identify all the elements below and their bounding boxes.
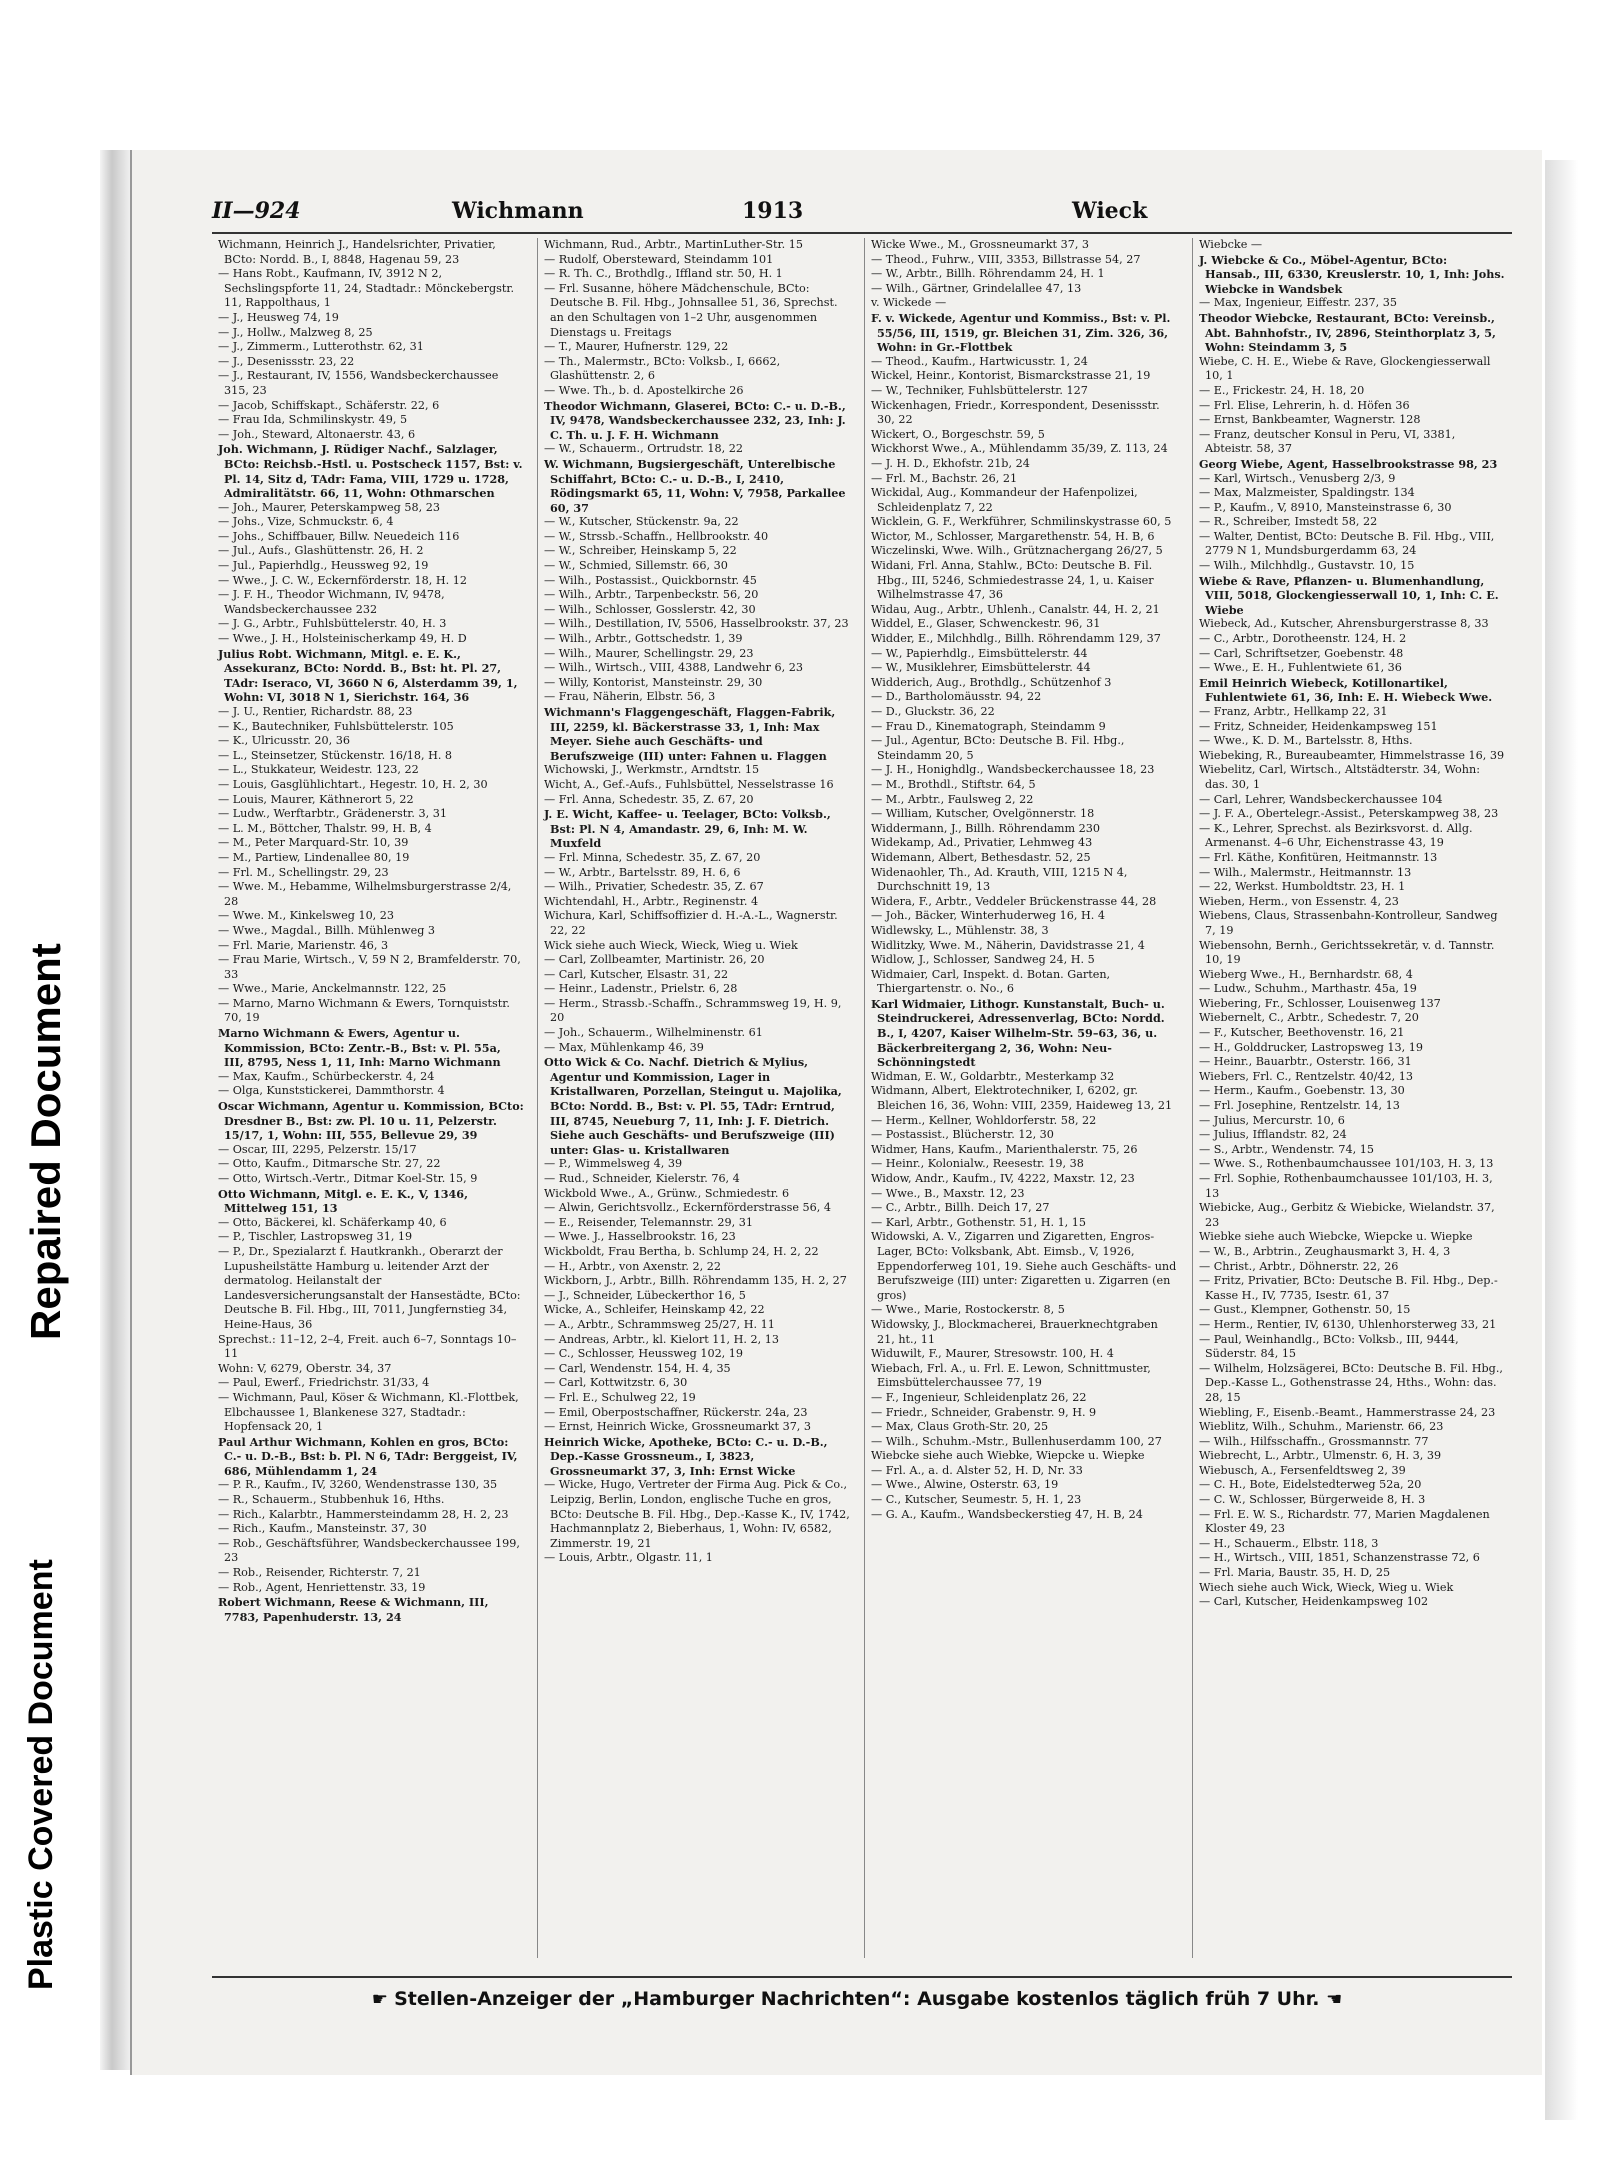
- directory-entry: Emil Heinrich Wiebeck, Kotillonartikel, Fuhlentwiete 61, 36, Inh: E. H. Wiebeck Wwe.: [1199, 675, 1493, 705]
- directory-entry: — Frl. Josephine, Rentzelstr. 14, 13: [1199, 1099, 1400, 1113]
- footer-rule: [212, 1976, 1512, 1978]
- directory-entry: — Wilh., Schuhm.-Mstr., Bullenhuserdamm 100, 27: [871, 1434, 1162, 1448]
- directory-entry: Wickhorst Wwe., A., Mühlendamm 35/39, Z. 113, 24: [871, 442, 1168, 456]
- directory-entry: — C., Schlosser, Heussweg 102, 19: [544, 1347, 744, 1361]
- directory-entry: Widlewsky, L., Mühlenstr. 38, 3: [871, 923, 1049, 937]
- directory-entry: — Max, Ingenieur, Eiffestr. 237, 35: [1199, 296, 1398, 310]
- directory-entry: Wiebering, Fr., Schlosser, Louisenweg 137: [1199, 996, 1441, 1010]
- repaired-document-label: Repaired Document: [22, 943, 69, 1340]
- directory-entry: — Carl, Kottwitzstr. 6, 30: [544, 1376, 688, 1390]
- directory-entry: — P. R., Kaufm., IV, 3260, Wendenstrasse 130, 35: [218, 1478, 498, 1492]
- directory-entry: — C., Arbtr., Dorotheenstr. 124, H. 2: [1199, 632, 1407, 646]
- side-labels: [0, 0, 110, 2177]
- directory-entry: Wiebke siehe auch Wiebcke, Wiepcke u. Wiepke: [1199, 1230, 1473, 1244]
- directory-entry: — Joh., Maurer, Peterskampweg 58, 23: [218, 500, 440, 514]
- directory-entry: — Hans Robt., Kaufmann, IV, 3912 N 2, Sechslingspforte 11, 24, Stadtadr.: Mönckebergstr. 11, Rappolthaus, 1: [218, 267, 515, 310]
- page-number: II—924: [212, 198, 301, 224]
- directory-entry: Wickel, Heinr., Kontorist, Bismarckstrasse 21, 19: [871, 369, 1151, 383]
- directory-entry: Joh. Wichmann, J. Rüdiger Nachf., Salzlager, BCto: Reichsb.-Hstl. u. Postscheck 1157, Bst: v. Pl. 14, Sitz d, TAdr: Fama, VIII, 1729 u. 1728, Admiralitätstr. 66, 11, Wohn: Othmarschen: [218, 442, 523, 501]
- directory-entry: Wicke Wwe., M., Grossneumarkt 37, 3: [871, 238, 1090, 251]
- directory-entry: Theodor Wichmann, Glaserei, BCto: C.- u. D.-B., IV, 9478, Wandsbeckerchaussee 232, 23, Inh: J. C. Th. u. J. F. H. Wichmann: [544, 398, 846, 442]
- directory-entry: — Frau D., Kinematograph, Steindamm 9: [871, 719, 1106, 733]
- directory-entry: — M., Arbtr., Faulsweg 2, 22: [871, 792, 1034, 806]
- directory-columns: [212, 238, 1522, 1958]
- directory-entry: — R., Schreiber, Imstedt 58, 22: [1199, 515, 1378, 529]
- directory-entry: — Jul., Aufs., Glashüttenstr. 26, H. 2: [218, 544, 424, 558]
- column-1: [212, 238, 528, 1958]
- directory-entry: — Frl. Käthe, Konfitüren, Heitmannstr. 13: [1199, 850, 1438, 864]
- directory-entry: — M., Peter Marquard-Str. 10, 39: [218, 836, 409, 850]
- directory-entry: — C., Arbtr., Billh. Deich 17, 27: [871, 1201, 1050, 1215]
- directory-entry: Wiebers, Frl. C., Rentzelstr. 40/42, 13: [1199, 1069, 1414, 1083]
- directory-entry: Widau, Aug., Arbtr., Uhlenh., Canalstr. 44, H. 2, 21: [871, 602, 1160, 616]
- directory-entry: — J., Desenissstr. 23, 22: [218, 354, 355, 368]
- directory-entry: Wicke, A., Schleifer, Heinskamp 42, 22: [544, 1303, 765, 1317]
- directory-entry: — Ernst, Heinrich Wicke, Grossneumarkt 37, 3: [544, 1420, 812, 1434]
- directory-entry: — Max, Kaufm., Schürbeckerstr. 4, 24: [218, 1069, 435, 1083]
- plastic-covered-label: Plastic Covered Document: [22, 1559, 60, 1990]
- directory-entry: — Theod., Kaufm., Hartwicusstr. 1, 24: [871, 354, 1088, 368]
- directory-entry: — Wwe., K. D. M., Bartelsstr. 8, Hths.: [1199, 734, 1413, 748]
- directory-entry: — Frau Marie, Wirtsch., V, 59 N 2, Bramfelderstr. 70, 33: [218, 953, 521, 981]
- directory-entry: — Karl, Wirtsch., Venusberg 2/3, 9: [1199, 471, 1396, 485]
- directory-entry: — Frl. Sophie, Rothenbaumchaussee 101/103, H. 3, 13: [1199, 1172, 1493, 1200]
- directory-entry: Widowski, A. V., Zigarren und Zigaretten, Engros-Lager, BCto: Volksbank, Abt. Eimsb., V, 1926, Eppendorferweg 101, 19. Siehe auch Geschäfts- und Berufszweige (III) unter: Zigaretten u. Zigarren (en gros): [871, 1230, 1177, 1302]
- directory-entry: — C., Kutscher, Seumestr. 5, H. 1, 23: [871, 1493, 1082, 1507]
- directory-entry: — Carl, Kutscher, Elsastr. 31, 22: [544, 967, 729, 981]
- directory-entry: — P., Dr., Spezialarzt f. Hautkrankh., Oberarzt der Lupusheilstätte Hamburg u. leitender Arzt der dermatolog. Heilanstalt der Landesversicherungsanstalt der Hansestädte, BCto: Deutsche B. Fil. Hbg., III, 7011, Jungfernstieg 34, Heine-Haus, 36: [218, 1244, 521, 1331]
- directory-entry: Widenaohler, Th., Ad. Krauth, VIII, 1215 N 4, Durchschnitt 19, 13: [871, 865, 1128, 894]
- directory-entry: — T., Maurer, Hufnerstr. 129, 22: [544, 340, 729, 354]
- directory-entry: — Gust., Klempner, Gothenstr. 50, 15: [1199, 1303, 1411, 1317]
- directory-entry: J. Wiebcke & Co., Möbel-Agentur, BCto: Hansab., III, 6330, Kreuslerstr. 10, 1, Inh: Johs. Wiebcke in Wandsbek: [1199, 252, 1505, 296]
- directory-entry: — D., Bartholomäusstr. 94, 22: [871, 690, 1042, 704]
- directory-entry: — J. F. A., Obertelegr.-Assist., Peterskampweg 38, 23: [1199, 807, 1499, 821]
- directory-entry: — Jacob, Schiffskapt., Schäferstr. 22, 6: [218, 398, 440, 412]
- directory-entry: — Rud., Schneider, Kielerstr. 76, 4: [544, 1172, 740, 1185]
- directory-entry: — Herm., Rentier, IV, 6130, Uhlenhorsterweg 33, 21: [1199, 1317, 1497, 1331]
- directory-entry: — W., Musiklehrer, Eimsbüttelerstr. 44: [871, 661, 1091, 675]
- directory-entry: — Julius, Mercurstr. 10, 6: [1199, 1113, 1345, 1127]
- directory-entry: — C. H., Bote, Eidelstedterweg 52a, 20: [1199, 1478, 1422, 1492]
- directory-entry: — Julius, Ifflandstr. 82, 24: [1199, 1128, 1347, 1142]
- directory-entry: — Joh., Bäcker, Winterhuderweg 16, H. 4: [871, 909, 1105, 923]
- directory-entry: Widemann, Albert, Bethesdastr. 52, 25: [871, 850, 1091, 864]
- directory-entry: Georg Wiebe, Agent, Hasselbrookstrasse 98, 23: [1199, 456, 1498, 471]
- directory-entry: — Wilh., Malermstr., Heitmannstr. 13: [1199, 865, 1412, 879]
- directory-entry: — Frau, Näherin, Elbstr. 56, 3: [544, 690, 716, 704]
- directory-entry: Widow, Andr., Kaufm., IV, 4222, Maxstr. 12, 23: [871, 1172, 1135, 1185]
- directory-entry: Wiebensohn, Bernh., Gerichtssekretär, v. d. Tannstr. 10, 19: [1199, 938, 1495, 967]
- directory-entry: Wiebeking, R., Bureaubeamter, Himmelstrasse 16, 39: [1199, 748, 1505, 762]
- directory-entry: — Fritz, Schneider, Heidenkampsweg 151: [1199, 719, 1438, 733]
- directory-entry: Wicht, A., Gef.-Aufs., Fuhlsbüttel, Nesselstrasse 16: [544, 777, 834, 791]
- directory-entry: — W., Papierhdlg., Eimsbüttelerstr. 44: [871, 646, 1088, 660]
- directory-entry: Widman, E. W., Goldarbtr., Mesterkamp 32: [871, 1069, 1115, 1083]
- column-3: [864, 238, 1181, 1958]
- directory-entry: — Max, Mühlenkamp 46, 39: [544, 1040, 704, 1054]
- directory-entry: W. Wichmann, Bugsiergeschäft, Unterelbische Schiffahrt, BCto: C.- u. D.-B., I, 2410, Rödingsmarkt 65, 11, Wohn: V, 7958, Parkallee 60, 37: [544, 456, 846, 515]
- directory-entry: — Theod., Fuhrw., VIII, 3353, Billstrasse 54, 27: [871, 252, 1141, 266]
- directory-entry: Wiech siehe auch Wick, Wieck, Wieg u. Wiek: [1199, 1580, 1454, 1594]
- directory-entry: — Frl. E., Schulweg 22, 19: [544, 1390, 696, 1404]
- directory-entry: — Johs., Schiffbauer, Billw. Neuedeich 116: [218, 529, 460, 543]
- directory-entry: — Franz, Arbtr., Hellkamp 22, 31: [1199, 705, 1388, 718]
- directory-entry: Widder, E., Milchhdlg., Billh. Röhrendamm 129, 37: [871, 632, 1161, 646]
- directory-entry: — Wwe., Marie, Anckelmannstr. 122, 25: [218, 982, 447, 996]
- directory-entry: — Frl. Marie, Marienstr. 46, 3: [218, 938, 389, 952]
- directory-entry: Widowsky, J., Blockmacherei, Brauerknechtgraben 21, ht., 11: [871, 1317, 1158, 1346]
- directory-entry: Wiebusch, A., Fersenfeldtsweg 2, 39: [1199, 1463, 1406, 1477]
- directory-entry: — Carl, Schriftsetzer, Goebenstr. 48: [1199, 646, 1404, 660]
- directory-entry: — L. M., Böttcher, Thalstr. 99, H. B, 4: [218, 821, 432, 835]
- directory-entry: — E., Reisender, Telemannstr. 29, 31: [544, 1215, 753, 1229]
- directory-entry: — Carl, Lehrer, Wandsbeckerchaussee 104: [1199, 792, 1443, 806]
- directory-entry: — Wilh., Arbtr., Gottschedstr. 1, 39: [544, 632, 743, 646]
- directory-entry: — S., Arbtr., Wendenstr. 74, 15: [1199, 1142, 1374, 1156]
- directory-entry: Widdel, E., Glaser, Schwenckestr. 96, 31: [871, 617, 1101, 631]
- directory-entry: Widderich, Aug., Brothdlg., Schützenhof 3: [871, 675, 1112, 689]
- directory-entry: — M., Brothdl., Stiftstr. 64, 5: [871, 777, 1036, 791]
- directory-entry: Widmer, Hans, Kaufm., Marienthalerstr. 75, 26: [871, 1142, 1138, 1156]
- header-year: 1913: [742, 198, 804, 224]
- directory-entry: — Wilh., Postassist., Quickbornstr. 45: [544, 573, 757, 587]
- directory-entry: Heinrich Wicke, Apotheke, BCto: C.- u. D.-B., Dep.-Kasse Grossneum., I, 3823, Grossneumarkt 37, 3, Inh: Ernst Wicke: [544, 1434, 828, 1478]
- directory-entry: — J. H. D., Ekhofstr. 21b, 24: [871, 456, 1030, 470]
- directory-entry: — Herm., Kellner, Wohldorferstr. 58, 22: [871, 1113, 1097, 1127]
- directory-entry: — J. G., Arbtr., Fuhlsbüttelerstr. 40, H. 3: [218, 617, 447, 631]
- directory-entry: Wohn: V, 6279, Oberstr. 34, 37: [218, 1361, 392, 1375]
- directory-entry: — Wwe. Th., b. d. Apostelkirche 26: [544, 383, 744, 397]
- directory-entry: Wichmann's Flaggengeschäft, Flaggen-Fabrik, III, 2259, kl. Bäckerstrasse 33, 1, Inh: Max Meyer. Siehe auch Geschäfts- und Berufszweige (III) unter: Fahnen u. Flaggen: [544, 705, 836, 763]
- directory-entry: — J., Heusweg 74, 19: [218, 310, 339, 324]
- directory-entry: — Wilhelm, Holzsägerei, BCto: Deutsche B. Fil. Hbg., Dep.-Kasse L., Gothenstrasse 24, Hths., Wohn: das. 28, 15: [1199, 1361, 1503, 1404]
- directory-entry: — A., Arbtr., Schrammsweg 25/27, H. 11: [544, 1317, 775, 1331]
- directory-entry: Wiebe & Rave, Pflanzen- u. Blumenhandlung, VIII, 5018, Glockengiesserwall 10, 1, Inh: C. E. Wiebe: [1199, 573, 1499, 617]
- directory-entry: — E., Frickestr. 24, H. 18, 20: [1199, 383, 1365, 397]
- directory-entry: — H., Arbtr., von Axenstr. 2, 22: [544, 1259, 722, 1273]
- directory-entry: — Walter, Dentist, BCto: Deutsche B. Fil. Hbg., VIII, 2779 N 1, Mundsburgerdamm 63, 24: [1199, 529, 1495, 558]
- directory-entry: — Wwe., B., Maxstr. 12, 23: [871, 1186, 1025, 1200]
- directory-entry: Widmann, Albert, Elektrotechniker, I, 6202, gr. Bleichen 16, 36, Wohn: VIII, 2359, Haideweg 13, 21: [871, 1084, 1173, 1113]
- directory-entry: Wiebicke, Aug., Gerbitz & Wiebicke, Wielandstr. 37, 23: [1199, 1201, 1495, 1229]
- directory-entry: F. v. Wickede, Agentur und Kommiss., Bst: v. Pl. 55/56, III, 1519, gr. Bleichen 31, Zim. 326, 36, Wohn: in Gr.-Flottbek: [871, 310, 1171, 355]
- directory-entry: J. E. Wicht, Kaffee- u. Teelager, BCto: Volksb., Bst: Pl. N 4, Amandastr. 29, 6, Inh: M. W. Muxfeld: [544, 807, 831, 851]
- directory-entry: Widlow, J., Schlosser, Sandweg 24, H. 5: [871, 953, 1095, 967]
- directory-entry: — Wwe., E. H., Fuhlentwiete 61, 36: [1199, 661, 1402, 675]
- directory-entry: — Christ., Arbtr., Döhnerstr. 22, 26: [1199, 1259, 1399, 1273]
- directory-entry: Wiebcke siehe auch Wiebke, Wiepcke u. Wiepke: [871, 1449, 1145, 1463]
- directory-entry: — Wwe., Marie, Rostockerstr. 8, 5: [871, 1303, 1065, 1317]
- directory-entry: — Carl, Wendenstr. 154, H. 4, 35: [544, 1361, 731, 1375]
- directory-entry: — Oscar, III, 2295, Pelzerstr. 15/17: [218, 1142, 417, 1156]
- directory-entry: Wichmann, Rud., Arbtr., MartinLuther-Str. 15: [544, 238, 803, 251]
- directory-entry: — Willy, Kontorist, Mansteinstr. 29, 30: [544, 675, 763, 689]
- directory-entry: — Wilh., Schlosser, Gosslerstr. 42, 30: [544, 602, 756, 616]
- directory-entry: — Carl, Kutscher, Heidenkampsweg 102: [1199, 1595, 1429, 1609]
- directory-entry: — Karl, Arbtr., Gothenstr. 51, H. 1, 15: [871, 1215, 1087, 1229]
- directory-entry: — Frl. Maria, Baustr. 35, H. D, 25: [1199, 1566, 1391, 1580]
- directory-entry: — Franz, deutscher Konsul in Peru, VI, 3381, Abteistr. 58, 37: [1199, 427, 1456, 456]
- directory-entry: — Louis, Gasglühlichtart., Hegestr. 10, H. 2, 30: [218, 777, 488, 791]
- directory-entry: Otto Wick & Co. Nachf. Dietrich & Mylius, Agentur und Kommission, Lager in Kristallwaren, Porzellan, Steingut u. Majolika, BCto: Nordd. B., Bst: v. Pl. 55, TAdr: Erntrud, III, 8745, Neueburg 7, 11, Inh: J. F. Dietrich. Siehe auch Geschäfts- und Berufszweige (III) unter: Glas- u. Kristallwaren: [544, 1055, 842, 1157]
- directory-entry: — Frl. Elise, Lehrerin, h. d. Höfen 36: [1199, 398, 1410, 412]
- directory-entry: — L., Stukkateur, Weidestr. 123, 22: [218, 763, 419, 777]
- directory-entry: Sprechst.: 11–12, 2–4, Freit. auch 6–7, Sonntags 10–11: [218, 1332, 517, 1361]
- directory-entry: Marno Wichmann & Ewers, Agentur u. Kommission, BCto: Zentr.-B., Bst: v. Pl. 55a, III, 8795, Ness 1, 11, Inh: Marno Wichmann: [218, 1026, 501, 1070]
- directory-entry: — K., Bautechniker, Fuhlsbüttelerstr. 105: [218, 719, 454, 733]
- directory-entry: — Rich., Kalarbtr., Hammersteindamm 28, H. 2, 23: [218, 1507, 509, 1521]
- directory-entry: — Jul., Papierhdlg., Heussweg 92, 19: [218, 559, 429, 573]
- pointing-hand-icon: ☛: [371, 1989, 395, 2010]
- directory-entry: — Frl. Minna, Schedestr. 35, Z. 67, 20: [544, 850, 761, 864]
- directory-entry: — Wilh., Hilfsschaffn., Grossmannstr. 77: [1199, 1434, 1429, 1448]
- directory-entry: — W., Arbtr., Billh. Röhrendamm 24, H. 1: [871, 267, 1105, 281]
- directory-entry: — Wwe. M., Hebamme, Wilhelmsburgerstrasse 2/4, 28: [218, 880, 512, 908]
- directory-entry: — Louis, Maurer, Käthnerort 5, 22: [218, 792, 414, 806]
- directory-entry: — Max, Claus Groth-Str. 20, 25: [871, 1420, 1049, 1434]
- directory-entry: Widekamp, Ad., Privatier, Lehmweg 43: [871, 836, 1093, 850]
- directory-entry: — Heinr., Bauarbtr., Osterstr. 166, 31: [1199, 1055, 1412, 1069]
- directory-entry: — Wwe., J. C. W., Eckernförderstr. 18, H. 12: [218, 573, 467, 587]
- directory-entry: — W., Schmied, Sillemstr. 66, 30: [544, 559, 728, 573]
- directory-entry: Wiebeck, Ad., Kutscher, Ahrensburgerstrasse 8, 33: [1199, 617, 1489, 631]
- directory-entry: Wick siehe auch Wieck, Wieck, Wieg u. Wiek: [544, 938, 798, 952]
- directory-entry: — Paul, Weinhandlg., BCto: Volksb., III, 9444, Süderstr. 84, 15: [1199, 1332, 1459, 1361]
- directory-entry: — Wilh., Destillation, IV, 5506, Hasselbrookstr. 37, 23: [544, 617, 849, 631]
- directory-entry: — C. W., Schlosser, Bürgerweide 8, H. 3: [1199, 1493, 1426, 1507]
- header-rule: [212, 232, 1512, 234]
- footer-text: Stellen-Anzeiger der „Hamburger Nachrichten“: Ausgabe kostenlos täglich früh 7 Uhr.: [394, 1988, 1320, 2010]
- directory-entry: Widmaier, Carl, Inspekt. d. Botan. Garten, Thiergartenstr. o. No., 6: [871, 967, 1111, 996]
- directory-entry: — Herm., Kaufm., Goebenstr. 13, 30: [1199, 1084, 1405, 1098]
- adjacent-page-edge: [1545, 160, 1600, 2120]
- directory-entry: — Frl. M., Bachstr. 26, 21: [871, 471, 1018, 485]
- directory-entry: — Joh., Steward, Altonaerstr. 43, 6: [218, 427, 416, 441]
- directory-entry: Oscar Wichmann, Agentur u. Kommission, BCto: Dresdner B., Bst: zw. Pl. 10 u. 11, Pelzerstr. 15/17, 1, Wohn: III, 555, Bellevue 29, 39: [218, 1099, 524, 1143]
- directory-entry: — Ernst, Bankbeamter, Wagnerstr. 128: [1199, 413, 1421, 427]
- directory-entry: Wiebling, F., Eisenb.-Beamt., Hammerstrasse 24, 23: [1199, 1405, 1496, 1419]
- directory-entry: — W., Schauerm., Ortrudstr. 18, 22: [544, 442, 743, 456]
- directory-entry: — W., Strssb.-Schaffn., Hellbrookstr. 40: [544, 529, 769, 543]
- directory-entry: Wiebelitz, Carl, Wirtsch., Altstädterstr. 34, Wohn: das. 30, 1: [1199, 763, 1480, 791]
- directory-entry: — W., Arbtr., Bartelsstr. 89, H. 6, 6: [544, 865, 741, 879]
- directory-entry: — Frau Ida, Schmilinskystr. 49, 5: [218, 413, 408, 427]
- directory-entry: — Andreas, Arbtr., kl. Kielort 11, H. 2, 13: [544, 1332, 779, 1346]
- directory-entry: — 22, Werkst. Humboldtstr. 23, H. 1: [1199, 880, 1406, 894]
- header-first-name: Wichmann: [452, 198, 584, 224]
- directory-entry: — Max, Malzmeister, Spaldingstr. 134: [1199, 486, 1415, 500]
- directory-entry: — K., Lehrer, Sprechst. als Bezirksvorst. d. Allg. Armenanst. 4–6 Uhr, Eichenstrasse 43, 19: [1199, 821, 1473, 850]
- directory-entry: — Joh., Schauerm., Wilhelminenstr. 61: [544, 1026, 763, 1040]
- directory-entry: — W., Kutscher, Stückenstr. 9a, 22: [544, 515, 739, 529]
- directory-entry: — Ludw., Werftarbtr., Grädenerstr. 3, 31: [218, 807, 447, 821]
- footer-advert: [232, 1988, 1482, 2018]
- directory-entry: Widdermann, J., Billh. Röhrendamm 230: [871, 821, 1101, 835]
- directory-entry: Wiebernelt, C., Arbtr., Schedestr. 7, 20: [1199, 1011, 1419, 1025]
- directory-entry: — K., Ulricusstr. 20, 36: [218, 734, 350, 748]
- directory-entry: Wieben, Herm., von Essenstr. 4, 23: [1199, 894, 1399, 908]
- directory-entry: — Fritz, Privatier, BCto: Deutsche B. Fil. Hbg., Dep.-Kasse H., IV, 7735, Isestr. 61, 37: [1199, 1274, 1498, 1302]
- directory-entry: — Emil, Oberpostschaffner, Rückerstr. 24a, 23: [544, 1405, 808, 1419]
- directory-entry: — J., Hollw., Malzweg 8, 25: [218, 325, 373, 339]
- directory-entry: — Jul., Agentur, BCto: Deutsche B. Fil. Hbg., Steindamm 20, 5: [871, 734, 1125, 762]
- directory-entry: Wieblitz, Wilh., Schuhm., Marienstr. 66, 23: [1199, 1420, 1444, 1434]
- directory-entry: Widera, F., Arbtr., Veddeler Brückenstrasse 44, 28: [871, 894, 1157, 908]
- directory-entry: Wiebe, C. H. E., Wiebe & Rave, Glockengiesserwall 10, 1: [1199, 354, 1491, 383]
- directory-entry: — Wwe., Magdal., Billh. Mühlenweg 3: [218, 923, 436, 937]
- directory-entry: — F., Ingenieur, Schleidenplatz 26, 22: [871, 1390, 1087, 1404]
- directory-entry: — Wilh., Wirtsch., VIII, 4388, Landwehr 6, 23: [544, 661, 803, 675]
- directory-entry: Widlitzky, Wwe. M., Näherin, Davidstrasse 21, 4: [871, 938, 1145, 952]
- directory-entry: Wickidal, Aug., Kommandeur der Hafenpolizei, Schleidenplatz 7, 22: [871, 486, 1138, 514]
- directory-entry: Wiebens, Claus, Strassenbahn-Kontrolleur, Sandweg 7, 19: [1199, 909, 1498, 937]
- directory-entry: — P., Kaufm., V, 8910, Mansteinstrasse 6, 30: [1199, 500, 1452, 514]
- directory-entry: — Paul, Ewerf., Friedrichstr. 31/33, 4: [218, 1376, 430, 1390]
- column-2: [537, 238, 854, 1958]
- directory-entry: — Frl. Anna, Schedestr. 35, Z. 67, 20: [544, 792, 754, 806]
- directory-entry: — W., Schreiber, Heinskamp 5, 22: [544, 544, 737, 558]
- directory-entry: — Wilh., Maurer, Schellingstr. 29, 23: [544, 646, 754, 660]
- directory-entry: — L., Steinsetzer, Stückenstr. 16/18, H. 8: [218, 748, 453, 762]
- directory-entry: — F., Kutscher, Beethovenstr. 16, 21: [1199, 1026, 1405, 1040]
- directory-entry: — M., Partiew, Lindenallee 80, 19: [218, 850, 410, 864]
- directory-entry: — P., Tischler, Lastropsweg 31, 19: [218, 1230, 413, 1244]
- directory-entry: Wiebcke —: [1199, 238, 1263, 251]
- directory-entry: — Friedr., Schneider, Grabenstr. 9, H. 9: [871, 1405, 1097, 1419]
- directory-entry: v. Wickede —: [871, 296, 947, 310]
- directory-entry: — Wilh., Gärtner, Grindelallee 47, 13: [871, 281, 1082, 295]
- directory-entry: — Otto, Wirtsch.-Vertr., Ditmar Koel-Str. 15, 9: [218, 1172, 478, 1185]
- directory-entry: — J., Restaurant, IV, 1556, Wandsbeckerchaussee 315, 23: [218, 369, 499, 397]
- page-edge: [100, 150, 130, 2070]
- directory-entry: Wiczelinski, Wwe. Wilh., Grütznachergang 26/27, 5: [871, 544, 1163, 558]
- header-last-name: Wieck: [1072, 198, 1148, 224]
- directory-entry: Wichowski, J., Werkmstr., Arndtstr. 15: [544, 763, 760, 777]
- directory-entry: — H., Wirtsch., VIII, 1851, Schanzenstrasse 72, 6: [1199, 1551, 1480, 1565]
- directory-entry: — Wwe., Alwine, Osterstr. 63, 19: [871, 1478, 1059, 1492]
- directory-entry: Otto Wichmann, Mitgl. e. E. K., V, 1346, Mittelweg 151, 13: [218, 1186, 468, 1216]
- directory-entry: — Frl. Susanne, höhere Mädchenschule, BCto: Deutsche B. Fil. Hbg., Johnsallee 51, 36, Sprechst. an den Schultagen von 1–2 Uhr, ausgenommen Dienstags u. Freitags: [544, 281, 838, 339]
- directory-entry: — J., Schneider, Lübeckerthor 16, 5: [544, 1288, 746, 1302]
- directory-entry: — Postassist., Blücherstr. 12, 30: [871, 1128, 1054, 1142]
- directory-entry: — Wilh., Privatier, Schedestr. 35, Z. 67: [544, 880, 764, 894]
- directory-entry: — R., Schauerm., Stubbenhuk 16, Hths.: [218, 1493, 445, 1507]
- directory-entry: Wichmann, Heinrich J., Handelsrichter, Privatier, BCto: Nordd. B., I, 8848, Hagenau 59, 23: [218, 238, 496, 266]
- directory-entry: Wictor, M., Schlosser, Margarethenstr. 54, H. B, 6: [871, 529, 1155, 543]
- directory-entry: Theodor Wiebcke, Restaurant, BCto: Vereinsb., Abt. Bahnhofstr., IV, 2896, Steinthorplatz 3, 5, Wohn: Steindamm 3, 5: [1199, 310, 1496, 355]
- directory-entry: — Wwe. M., Kinkelsweg 10, 23: [218, 909, 395, 923]
- directory-entry: — Rudolf, Obersteward, Steindamm 101: [544, 252, 774, 266]
- directory-entry: Wicklein, G. F., Werkführer, Schmilinskystrasse 60, 5: [871, 515, 1172, 529]
- directory-entry: — Wwe. J., Hasselbrookstr. 16, 23: [544, 1230, 736, 1244]
- column-4: [1192, 238, 1509, 1958]
- directory-entry: — H., Schauerm., Elbstr. 118, 3: [1199, 1536, 1379, 1550]
- directory-entry: — Frl. A., a. d. Alster 52, H. D, Nr. 33: [871, 1463, 1083, 1477]
- directory-entry: — Johs., Vize, Schmuckstr. 6, 4: [218, 515, 394, 529]
- directory-entry: — P., Wimmelsweg 4, 39: [544, 1157, 683, 1171]
- directory-entry: — H., Golddrucker, Lastropsweg 13, 19: [1199, 1040, 1424, 1054]
- directory-entry: Karl Widmaier, Lithogr. Kunstanstalt, Buch- u. Steindruckerei, Adressenverlag, BCto: Nordd. B., I, 4207, Kaiser Wilhelm-Str. 59–63, 36, u. Bäckerbreitergang 2, 36, Wohn: Neu-Schönningstedt: [871, 996, 1165, 1070]
- directory-entry: Widuwilt, F., Maurer, Stresowstr. 100, H. 4: [871, 1347, 1114, 1361]
- directory-entry: — Louis, Arbtr., Olgastr. 11, 1: [544, 1551, 713, 1565]
- directory-entry: — Wichmann, Paul, Köser & Wichmann, Kl.-Flottbek, Elbchaussee 1, Blankenese 327, Stadtadr.: Hopfensack 20, 1: [218, 1390, 519, 1434]
- directory-entry: — Alwin, Gerichtsvollz., Eckernförderstrasse 56, 4: [544, 1201, 831, 1215]
- directory-entry: Wiebach, Frl. A., u. Frl. E. Lewon, Schnittmuster, Eimsbüttelerchaussee 77, 19: [871, 1361, 1151, 1390]
- directory-entry: — William, Kutscher, Ovelgönnerstr. 18: [871, 807, 1095, 821]
- directory-entry: — Rob., Reisender, Richterstr. 7, 21: [218, 1566, 421, 1580]
- directory-entry: — Wilh., Arbtr., Tarpenbeckstr. 56, 20: [544, 588, 759, 602]
- directory-entry: — Wilh., Milchhdlg., Gustavstr. 10, 15: [1199, 559, 1415, 573]
- directory-entry: — J. U., Rentier, Richardstr. 88, 23: [218, 705, 413, 718]
- directory-entry: — Otto, Kaufm., Ditmarsche Str. 27, 22: [218, 1157, 441, 1171]
- directory-entry: Paul Arthur Wichmann, Kohlen en gros, BCto: C.- u. D.-B., Bst: b. Pl. N 6, TAdr: Berggeist, IV, 686, Mühlendamm 1, 24: [218, 1434, 518, 1478]
- directory-entry: Wickborn, J., Arbtr., Billh. Röhrendamm 135, H. 2, 27: [544, 1274, 847, 1288]
- directory-entry: Robert Wichmann, Reese & Wichmann, III, 7783, Papenhuderstr. 13, 24: [218, 1595, 489, 1624]
- directory-entry: Wichura, Karl, Schiffsoffizier d. H.-A.-L., Wagnerstr. 22, 22: [544, 909, 838, 937]
- directory-entry: — Wwe. S., Rothenbaumchaussee 101/103, H. 3, 13: [1199, 1157, 1494, 1171]
- directory-entry: — D., Gluckstr. 36, 22: [871, 705, 995, 718]
- directory-entry: — Marno, Marno Wichmann & Ewers, Tornquiststr. 70, 19: [218, 996, 510, 1025]
- directory-entry: — Heinr., Ladenstr., Prielstr. 6, 28: [544, 982, 738, 996]
- directory-entry: — Rich., Kaufm., Mansteinstr. 37, 30: [218, 1522, 427, 1536]
- directory-page: [130, 150, 1542, 2075]
- directory-entry: — Th., Malermstr., BCto: Volksb., I, 6662, Glashüttenstr. 2, 6: [544, 354, 781, 383]
- directory-entry: — R. Th. C., Brothdlg., Iffland str. 50, H. 1: [544, 267, 783, 281]
- directory-entry: — Ludw., Schuhm., Marthastr. 45a, 19: [1199, 982, 1417, 996]
- directory-entry: — G. A., Kaufm., Wandsbeckerstieg 47, H. B, 24: [871, 1507, 1143, 1521]
- directory-entry: — Olga, Kunststickerei, Dammthorstr. 4: [218, 1084, 445, 1098]
- directory-entry: — W., Techniker, Fuhlsbüttelerstr. 127: [871, 383, 1088, 397]
- directory-entry: — Rob., Agent, Henriettenstr. 33, 19: [218, 1580, 426, 1594]
- directory-entry: Wichtendahl, H., Arbtr., Reginenstr. 4: [544, 894, 759, 908]
- directory-entry: — Heinr., Kolonialw., Reesestr. 19, 38: [871, 1157, 1084, 1171]
- directory-entry: Widani, Frl. Anna, Stahlw., BCto: Deutsche B. Fil. Hbg., III, 5246, Schmiedestrasse 24, 1, u. Kaiser Wilhelmstrasse 47, 36: [871, 559, 1154, 602]
- directory-entry: — Frl. E. W. S., Richardstr. 77, Marien Magdalenen Kloster 49, 23: [1199, 1507, 1490, 1536]
- directory-entry: Wickenhagen, Friedr., Korrespondent, Desenissstr. 30, 22: [871, 398, 1160, 427]
- directory-entry: — Wwe., J. H., Holsteinischerkamp 49, H. D: [218, 632, 467, 646]
- directory-entry: — Rob., Geschäftsführer, Wandsbeckerchaussee 199, 23: [218, 1536, 520, 1565]
- directory-entry: Wickboldt, Frau Bertha, b. Schlump 24, H. 2, 22: [544, 1244, 819, 1258]
- directory-entry: Wickert, O., Borgeschstr. 59, 5: [871, 427, 1045, 441]
- directory-entry: Wieberg Wwe., H., Bernhardstr. 68, 4: [1199, 967, 1413, 981]
- directory-entry: — J. H., Honighdlg., Wandsbeckerchaussee 18, 23: [871, 763, 1155, 777]
- directory-entry: — W., B., Arbtrin., Zeughausmarkt 3, H. 4, 3: [1199, 1244, 1451, 1258]
- directory-entry: — Herm., Strassb.-Schaffn., Schrammsweg 19, H. 9, 20: [544, 996, 842, 1025]
- directory-entry: — Otto, Bäckerei, kl. Schäferkamp 40, 6: [218, 1215, 447, 1229]
- directory-entry: — Frl. M., Schellingstr. 29, 23: [218, 865, 389, 879]
- pointing-hand-icon-right: ☚: [1326, 1989, 1343, 2010]
- directory-entry: — J., Zimmerm., Lutterothstr. 62, 31: [218, 340, 424, 354]
- directory-entry: — Wicke, Hugo, Vertreter der Firma Aug. Pick & Co., Leipzig, Berlin, London, englische Tuche en gros, BCto: Deutsche B. Fil. Hbg., Dep.-Kasse K., IV, 1742, Hachmannplatz 2, Bieberhaus, 1, Wohn: IV, 6582, Zimmerstr. 19, 21: [544, 1478, 850, 1550]
- directory-entry: Wiebrecht, L., Arbtr., Ulmenstr. 6, H. 3, 39: [1199, 1449, 1442, 1463]
- directory-entry: Wickbold Wwe., A., Grünw., Schmiedestr. 6: [544, 1186, 790, 1200]
- directory-entry: — Carl, Zollbeamter, Martinistr. 26, 20: [544, 953, 765, 967]
- page-header: [212, 198, 1252, 226]
- directory-entry: Julius Robt. Wichmann, Mitgl. e. E. K., Assekuranz, BCto: Nordd. B., Bst: ht. Pl. 27, TAdr: Iseraco, VI, 3660 N 6, Alsterdamm 39, 1, Wohn: VI, 3018 N 1, Sierichstr. 164, 36: [218, 646, 518, 705]
- directory-entry: — J. F. H., Theodor Wichmann, IV, 9478, Wandsbeckerchaussee 232: [218, 588, 445, 616]
